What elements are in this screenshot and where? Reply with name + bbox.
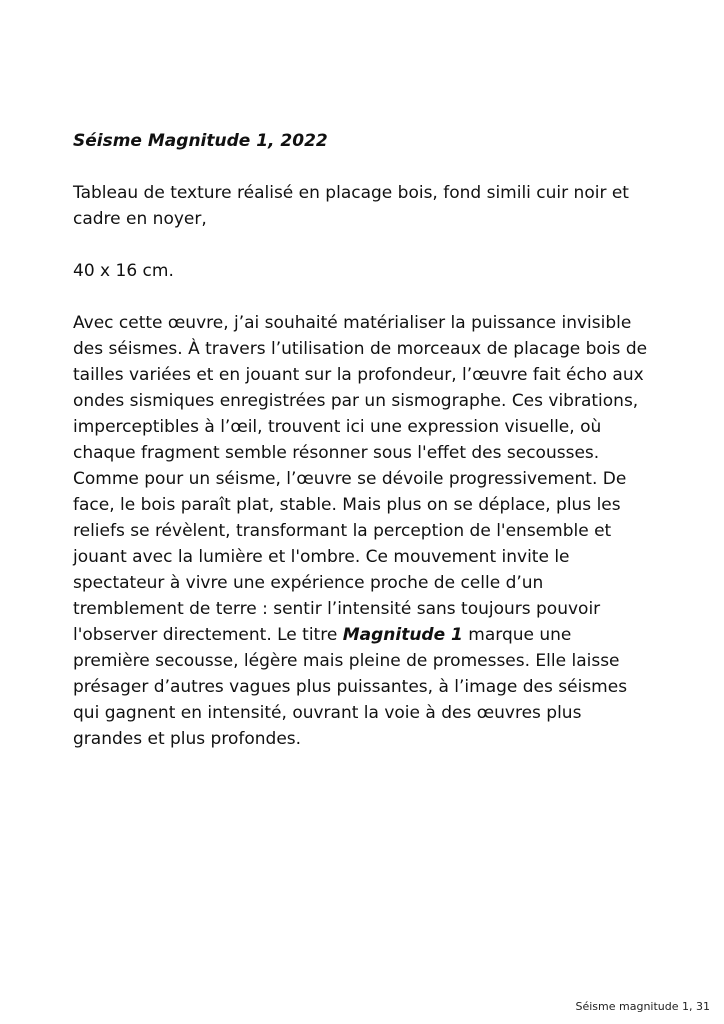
- artwork-description: Tableau de texture réalisé en placage bois, fond simili cuir noir et cadre en noyer,: [73, 183, 629, 229]
- statement-emphasis: Magnitude 1: [342, 625, 463, 645]
- statement-text-part-1: Avec cette œuvre, j’ai souhaité matérialiser la puissance invisible des séismes. À travers l’utilisation de morceaux de placage bois de tailles variées et en jouant sur la profondeur, l’œuvre fait écho aux ondes sismiques enregistrées par un sismographe. Ces vibrations, imperceptibles à l’œil, trouvent ici une expression visuelle, où chaque fragment semble résonner sous l'effet des secousses. Comme pour un séisme, l’œuvre se dévoile progressivement. De face, le bois paraît plat, stable. Mais plus on se déplace, plus les reliefs se révèlent, transformant la perception de l'ensemble et jouant avec la lumière et l'ombre. Ce mouvement invite le spectateur à vivre une expérience proche de celle d’un tremblement de terre : sentir l’intensité sans toujours pouvoir l'observer directement. Le titre: [73, 313, 648, 645]
- document-page: [73, 128, 653, 752]
- artwork-dimensions: 40 x 16 cm.: [73, 261, 174, 281]
- artwork-statement: [73, 310, 653, 752]
- artwork-title: Séisme Magnitude 1, 2022: [73, 131, 328, 151]
- page-footer: Séisme magnitude 1, 31: [575, 1000, 710, 1013]
- statement-text-part-2: marque une première secousse, légère mais pleine de promesses. Elle laisse présager d’autres vagues plus puissantes, à l’image des séismes qui gagnent en intensité, ouvrant la voie à des œuvres plus grandes et plus profondes.: [73, 625, 628, 749]
